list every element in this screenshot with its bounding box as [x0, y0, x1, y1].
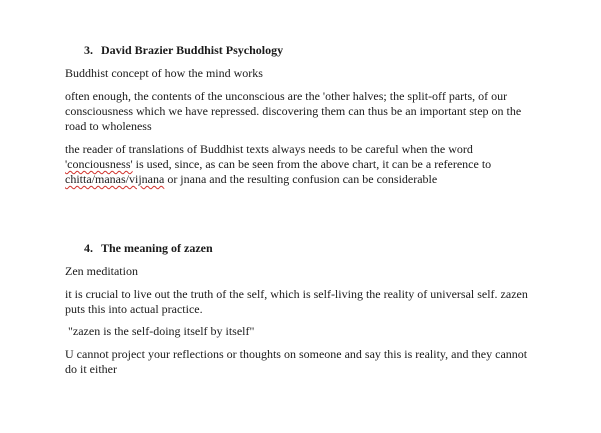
- text-run: or jnana and the resulting confusion can be considerable: [164, 172, 438, 186]
- section-number: 3.: [84, 43, 93, 57]
- section-subtitle: Buddhist concept of how the mind works: [65, 66, 263, 80]
- section-subtitle: Zen meditation: [65, 264, 138, 278]
- text-run: the reader of translations of Buddhist texts always needs to be careful when the word: [65, 142, 473, 156]
- misspelled-word[interactable]: chitta/manas/vijnana: [65, 172, 165, 186]
- paragraph-self: it is crucial to live out the truth of the self, which is self-living the reality of universal self. zazen puts this into actual practice.: [65, 287, 528, 316]
- section-title: David Brazier Buddhist Psychology: [101, 43, 284, 57]
- paragraph-projection: U cannot project your reflections or thoughts on someone and say this is reality, and they cannot do it either: [65, 347, 528, 376]
- section-title: The meaning of zazen: [101, 241, 213, 255]
- paragraph-translations: [65, 142, 535, 187]
- quote-line: "zazen is the self-doing itself by itself": [65, 324, 255, 338]
- section-number: 4.: [84, 241, 93, 255]
- text-run: is used, since, as can be seen from the above chart, it can be a reference to: [132, 157, 492, 171]
- section-heading-4: [84, 241, 213, 256]
- misspelled-word[interactable]: 'conciousness': [65, 157, 133, 171]
- paragraph-unconscious: often enough, the contents of the unconscious are the 'other halves; the split-off parts, of our consciousness which we have repressed. discovering them can thus be an important step on the road to wholeness: [65, 89, 522, 133]
- section-heading-3: [84, 43, 283, 58]
